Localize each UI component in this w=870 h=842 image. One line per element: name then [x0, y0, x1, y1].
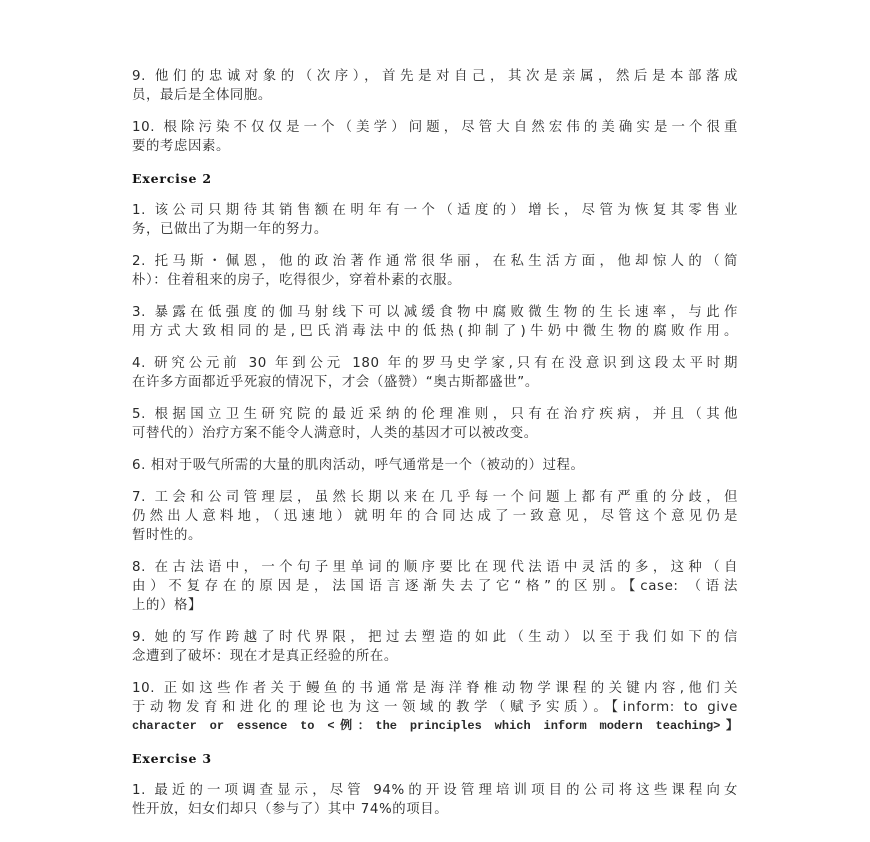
list-item-s1-9 [132, 67, 744, 105]
text-line: 10. 根除污染不仅仅是一个（美学）问题，尽管大自然宏伟的美确实是一个很重 [132, 120, 738, 135]
text-line: 1. 最近的一项调查显示，尽管 94%的开设管理培训项目的公司将这些课程向女 [132, 783, 738, 798]
list-item-e2-7 [132, 488, 744, 545]
exercise-2-heading: Exercise 2 [132, 171, 212, 186]
text-line: 务，已做出了为期一年的努力。 [132, 222, 328, 237]
text-line: 仍然出人意料地，（迅速地）就明年的合同达成了一致意见，尽管这个意见仍是 [132, 509, 738, 524]
text-line: 性开放，妇女们却只（参与了）其中 74%的项目。 [132, 802, 449, 817]
text-line: 4. 研究公元前 30 年到公元 180 年的罗马史学家,只有在没意识到这段太平时期 [132, 356, 738, 371]
text-line: 由）不复存在的原因是，法国语言逐渐失去了它“格”的区别。【case: （语法 [132, 579, 738, 594]
text-line: 朴）：住着租来的房子，吃得很少，穿着朴素的衣服。 [132, 273, 462, 288]
text-line: 用方式大致相同的是,巴氏消毒法中的低热(抑制了)牛奶中微生物的腐败作用。 [132, 324, 738, 339]
list-item-e2-3 [132, 303, 744, 341]
text-line: 要的考虑因素。 [132, 139, 230, 154]
text-line: character or essence to <例：the principles which inform modern teaching>】 [132, 719, 738, 733]
text-line: 念遭到了破坏：现在才是真正经验的所在。 [132, 649, 398, 664]
text-line: 1. 该公司只期待其销售额在明年有一个（适度的）增长，尽管为恢复其零售业 [132, 203, 738, 218]
text-line: 9. 她的写作跨越了时代界限，把过去塑造的如此（生动）以至于我们如下的信 [132, 630, 738, 645]
exercise-3-heading: Exercise 3 [132, 751, 212, 766]
text-line: 在许多方面都近乎死寂的情况下，才会（盛赞）“奥古斯都盛世”。 [132, 375, 539, 390]
list-item-e2-4 [132, 354, 744, 392]
list-item-e3-1 [132, 781, 744, 819]
text-line: 可替代的）治疗方案不能令人满意时，人类的基因才可以被改变。 [132, 426, 538, 441]
document-content [132, 67, 744, 832]
text-line: 5. 根据国立卫生研究院的最近采纳的伦理准则，只有在治疗疾病，并且（其他 [132, 407, 738, 422]
text-line: 8. 在古法语中，一个句子里单词的顺序要比在现代法语中灵活的多，这种（自 [132, 560, 738, 575]
list-item-e2-8 [132, 558, 744, 615]
text-line: 2. 托马斯・佩恩，他的政治著作通常很华丽，在私生活方面，他却惊人的（简 [132, 254, 738, 269]
text-line: 3. 暴露在低强度的伽马射线下可以减缓食物中腐败微生物的生长速率，与此作 [132, 305, 738, 320]
text-line: 9. 他们的忠诚对象的（次序），首先是对自己，其次是亲属，然后是本部落成 [132, 69, 738, 84]
list-item-e2-10 [132, 679, 744, 736]
list-item-s1-10 [132, 118, 744, 156]
text-line: 7. 工会和公司管理层，虽然长期以来在几乎每一个问题上都有严重的分歧，但 [132, 490, 738, 505]
text-line: 暂时性的。 [132, 528, 202, 543]
text-line: 员，最后是全体同胞。 [132, 88, 272, 103]
list-item-e2-9 [132, 628, 744, 666]
list-item-e2-2 [132, 252, 744, 290]
text-line: 10. 正如这些作者关于鳗鱼的书通常是海洋脊椎动物学课程的关键内容,他们关 [132, 681, 738, 696]
text-line: 上的）格】 [132, 598, 202, 613]
text-line: 6. 相对于吸气所需的大量的肌肉活动，呼气通常是一个（被动的）过程。 [132, 458, 585, 473]
list-item-e2-6 [132, 456, 744, 475]
list-item-e2-5 [132, 405, 744, 443]
list-item-e2-1 [132, 201, 744, 239]
text-line: 于动物发育和进化的理论也为这一领域的教学（赋予实质）。【inform: to give [132, 700, 738, 715]
